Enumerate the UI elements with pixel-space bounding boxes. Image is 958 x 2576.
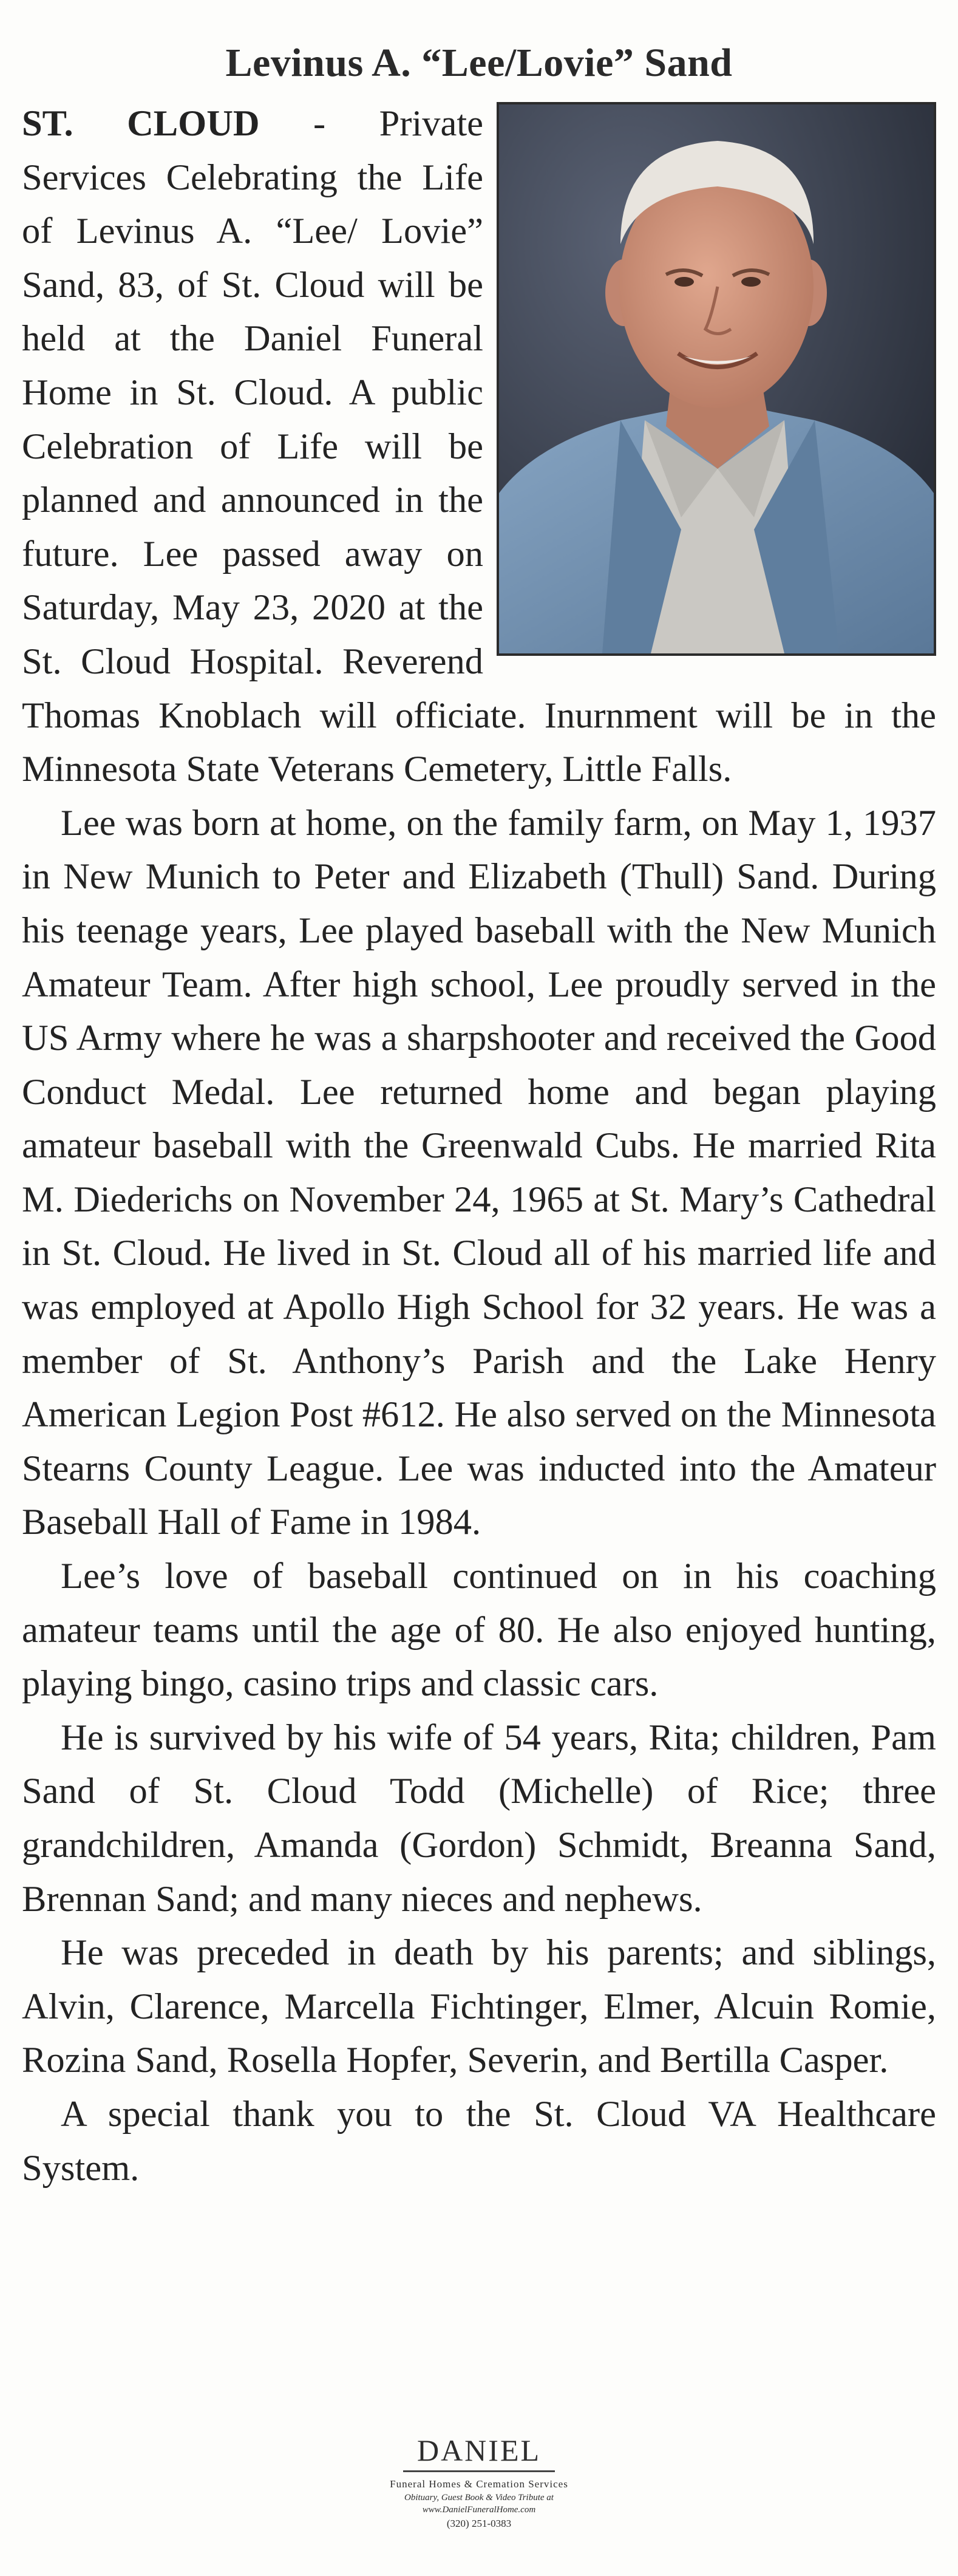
dateline: ST. CLOUD bbox=[22, 103, 260, 144]
paragraph-1-text: - Private Services Celebrating the Life of Levinus A. “Lee/ Lovie” Sand, 83, of St. Cloud will be held at the Daniel Funeral Home in St. Cloud. A public Celebration of Life will be planned and announced in the future. Lee passed away on Saturday, May 23, 2020 at the St. Cloud Hospital. Reverend Thomas Knoblach will officiate. Inurnment will be in the Minnesota State Veterans Cemetery, Little Falls. bbox=[22, 103, 936, 790]
logo-phone: (320) 251-0383 bbox=[446, 2518, 512, 2529]
portrait-illustration bbox=[499, 104, 934, 653]
paragraph-thanks: A special thank you to the St. Cloud VA Healthcare System. bbox=[22, 2093, 936, 2189]
portrait-photo bbox=[497, 102, 936, 656]
paragraph-preceded: He was preceded in death by his parents; and siblings, Alvin, Clarence, Marcella Fichtinger, Elmer, Alcuin Romie, Rozina Sand, Rosella Hopfer, Severin, and Bertilla Casper. bbox=[22, 1932, 936, 2081]
logo-divider bbox=[403, 2470, 555, 2472]
funeral-home-logo bbox=[0, 2434, 958, 2532]
obituary-body bbox=[22, 97, 936, 2195]
logo-website: www.DanielFuneralHome.com bbox=[422, 2505, 536, 2515]
paragraph-interests: Lee’s love of baseball continued on in his coaching amateur teams until the age of 80. He also enjoyed hunting, playing bingo, casino trips and classic cars. bbox=[22, 1556, 936, 1705]
paragraph-survivors: He is survived by his wife of 54 years, Rita; children, Pam Sand of St. Cloud Todd (Michelle) of Rice; three grandchildren, Amanda (Gordon) Schmidt, Breanna Sand, Brennan Sand; and many nieces and nephews. bbox=[22, 1717, 936, 1920]
logo-tagline: Obituary, Guest Book & Video Tribute at bbox=[404, 2493, 554, 2503]
obituary-headline: Levinus A. “Lee/Lovie” Sand bbox=[225, 41, 733, 86]
paragraph-biography: Lee was born at home, on the family farm, on May 1, 1937 in New Munich to Peter and Elizabeth (Thull) Sand. During his teenage years, Lee played baseball with the New Munich Amateur Team. After high school, Lee proudly served in the US Army where he was a sharpshooter and received the Good Conduct Medal. Lee returned home and began playing amateur baseball with the Greenwald Cubs. He married Rita M. Diederichs on November 24, 1965 at St. Mary’s Cathedral in St. Cloud. He lived in St. Cloud all of his married life and was employed at Apollo High School for 32 years. He was a member of St. Anthony’s Parish and the Lake Henry American Legion Post #612. He also served on the Minnesota Stearns County League. Lee was inducted into the Amateur Baseball Hall of Fame in 1984. bbox=[22, 802, 936, 1543]
logo-name: DANIEL bbox=[416, 2433, 542, 2467]
logo-subtitle: Funeral Homes & Cremation Services bbox=[390, 2478, 568, 2490]
